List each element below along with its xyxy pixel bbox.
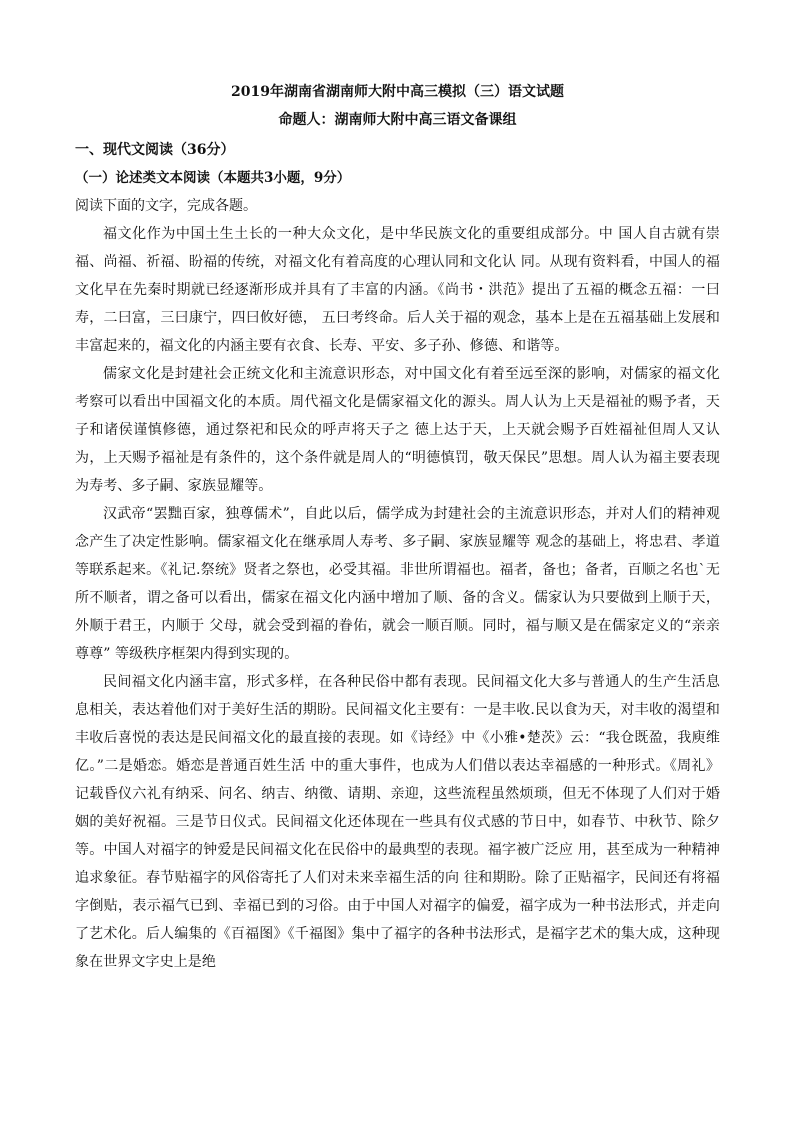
body-paragraph: 儒家文化是封建社会正统文化和主流意识形态，对中国文化有着至远至深的影响，对儒家的福文化考察可以看出中国福文化的本质。周代福文化是儒家福文化的源头。周人认为上天是福祉的赐予者，天子和诸侯谨慎修德，通过祭祀和民众的呼声将天子之 德上达于天，上天就会赐予百姓福祉但周人又认为，上天赐予福祉是有条件的，这个条件就是周人的“明德慎罚，敬天保民”思想。周人认为福主要表现为寿考、多子嗣、家族显耀等。 (75, 366, 720, 494)
body-paragraph: 汉武帝“罢黜百家，独尊儒术”，自此以后，儒学成为封建社会的主流意识形态，并对人们的精神观念产生了决定性影响。儒家福文化在继承周人寿考、多子嗣、家族显耀等 观念的基础上，将忠君、孝道等联系起来。《礼记.祭统》贤者之祭也，必受其福。非世所谓福也。福者，备也；备者，百顺之名也`无所不顺者，谓之备可以看出，儒家在福文化内涵中增加了顺、备的含义。儒家认为只要做到上顺于天，外顺于君王，内顺于 父母，就会受到福的眷佑，就会一顺百顺。同时，福与顺又是在儒家定义的“亲亲尊尊” 等级秩序框架内得到实现的。 (75, 506, 720, 662)
document-page (75, 78, 720, 976)
body-paragraph: 民间福文化内涵丰富，形式多样，在各种民俗中都有表现。民间福文化大多与普通人的生产生活息息相关，表达着他们对于美好生活的期盼。民间福文化主要有：一是丰收.民以食为天，对丰收的渴望和丰收后喜悦的表达是民间福文化的最直接的表现。如《诗经》中《小雅•楚茨》云：“我仓既盈，我庾维亿。”二是婚恋。婚恋是普通百姓生活 中的重大事件，也成为人们借以表达幸福感的一种形式。《周礼》记载昏仪六礼有纳采、问名、纳吉、纳徵、请期、亲迎，这些流程虽然烦琐，但无不体现了人们对于婚姻的美好祝福。三是节日仪式。民间福文化还体现在一些具有仪式感的节日中，如春节、中秋节、除夕等。中国人对福字的钟爱是民间福文化在民俗中的最典型的表现。福字被广泛应 用，甚至成为一种精神追求象征。春节贴福字的风俗寄托了人们对未来幸福生活的向 往和期盼。除了正贴福字，民间还有将福字倒贴，表示福气已到、幸福已到的习俗。由于中国人对福字的偏爱，福字成为一种书法形式，并走向了艺术化。后人编集的《百福图》《千福图》集中了福字的各种书法形式，是福字艺术的集大成，这种现象在世界文字史上是绝 (75, 674, 720, 970)
subsection-heading: （一）论述类文本阅读（本题共3小题，9分） (75, 170, 351, 186)
author-line: 命题人：湖南师大附中高三语文备课组 (278, 112, 517, 128)
document-title: 2019年湖南省湖南师大附中高三模拟（三）语文试题 (231, 84, 564, 100)
instruction-text: 阅读下面的文字，完成各题。 (75, 198, 257, 214)
section-heading: 一、现代文阅读（36分） (75, 142, 235, 158)
body-paragraph: 福文化作为中国土生土长的一种大众文化，是中华民族文化的重要组成部分。中 国人自古就有崇福、尚福、祈福、盼福的传统，对福文化有着高度的心理认同和文化认 同。从现有资料看，中国人的福文化早在先秦时期就已经逐渐形成并具有了丰富的内涵。《尚书・洪范》提出了五福的概念五福：一曰寿，二曰富，三曰康宁，四曰攸好德， 五曰考终命。后人关于福的观念，基本上是在五福基础上发展和丰富起来的，福文化的内涵主要有衣食、长寿、平安、多子孙、修德、和谐等。 (75, 226, 720, 354)
